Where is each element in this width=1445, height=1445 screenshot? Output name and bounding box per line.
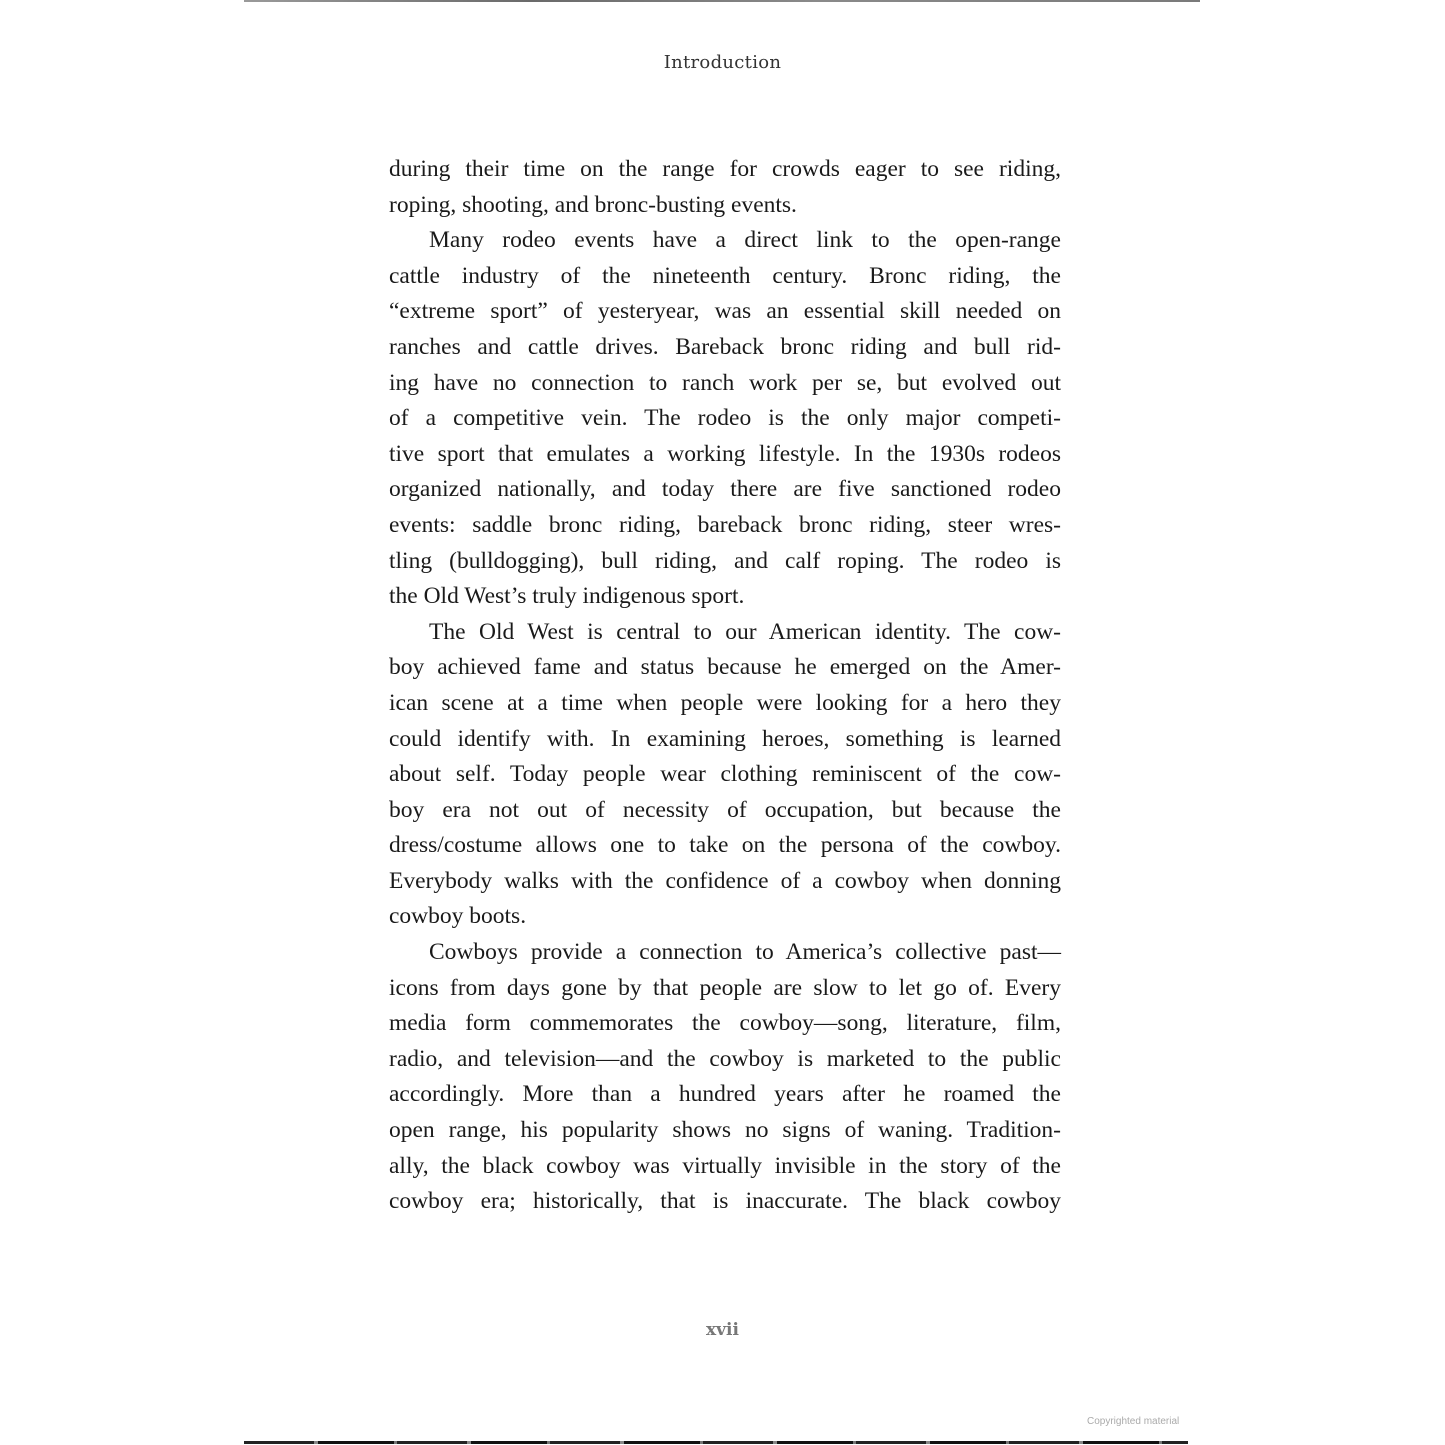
text-line: could identify with. In examining heroes, something is learned [389,725,1061,752]
page-edge-top [244,0,1200,2]
text-line: Cowboys provide a connection to America’s collective past— [429,939,1061,966]
text-line: organized nationally, and today there are five sanctioned rodeo [389,476,1061,503]
text-line: roping, shooting, and bronc-busting events. [389,191,797,218]
text-line: Many rodeo events have a direct link to the open-range [429,227,1061,254]
text-line: boy achieved fame and status because he emerged on the Amer- [389,654,1061,681]
text-line: tive sport that emulates a working lifestyle. In the 1930s rodeos [389,440,1061,467]
text-line: media form commemorates the cowboy—song, literature, film, [389,1010,1061,1037]
running-head: Introduction [663,52,782,73]
paragraph [389,615,1061,935]
paragraph [389,935,1061,1220]
page-number: xvii [706,1320,739,1340]
text-line: tling (bulldogging), bull riding, and calf roping. The rodeo is [389,547,1061,574]
text-line: icons from days gone by that people are slow to let go of. Every [389,974,1061,1001]
paragraph [389,223,1061,615]
body-text [389,152,1061,1220]
text-line: open range, his popularity shows no signs of waning. Tradition- [389,1117,1061,1144]
text-line: cattle industry of the nineteenth century. Bronc riding, the [389,262,1061,289]
copyright-watermark: Copyrighted material [1087,1416,1180,1427]
text-line: ranches and cattle drives. Bareback bronc riding and bull rid- [389,333,1061,360]
text-line: ing have no connection to ranch work per se, but evolved out [389,369,1061,396]
text-line: of a competitive vein. The rodeo is the only major competi- [389,405,1061,432]
text-line: boy era not out of necessity of occupation, but because the [389,796,1061,823]
text-line: events: saddle bronc riding, bareback bronc riding, steer wres- [389,511,1061,538]
paragraph [389,152,1061,223]
text-line: The Old West is central to our American identity. The cow- [429,618,1061,645]
text-line: Everybody walks with the confidence of a cowboy when donning [389,867,1061,894]
text-line: cowboy boots. [389,903,527,930]
text-line: “extreme sport” of yesteryear, was an essential skill needed on [389,298,1061,325]
text-line: the Old West’s truly indigenous sport. [389,583,745,610]
text-line: about self. Today people wear clothing reminiscent of the cow- [389,761,1061,788]
text-line: radio, and television—and the cowboy is marketed to the public [389,1045,1061,1072]
text-line: during their time on the range for crowds eager to see riding, [389,156,1061,182]
text-line: cowboy era; historically, that is inaccurate. The black cowboy [389,1188,1061,1215]
text-line: ican scene at a time when people were looking for a hero they [389,689,1061,716]
text-line: ally, the black cowboy was virtually invisible in the story of the [389,1152,1061,1179]
page-edge-bottom [244,1441,1188,1444]
text-line: accordingly. More than a hundred years after he roamed the [389,1081,1061,1108]
text-line: dress/costume allows one to take on the persona of the cowboy. [389,832,1061,859]
